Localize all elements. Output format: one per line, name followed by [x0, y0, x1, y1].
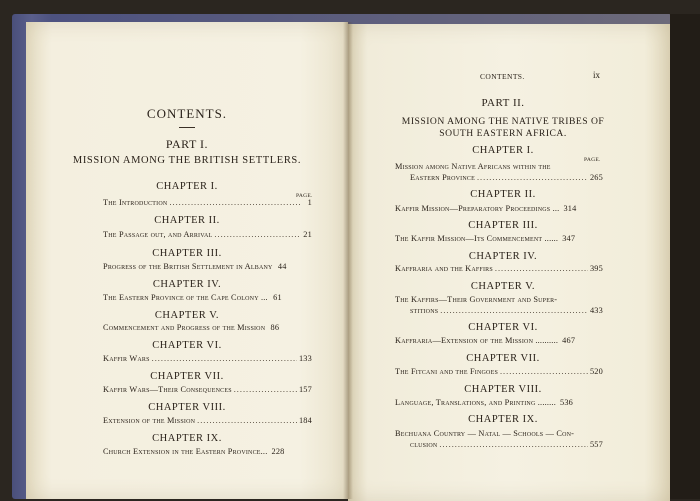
toc-entry: [103, 293, 312, 302]
chapter-heading: CHAPTER IV.: [152, 279, 222, 290]
toc-entry-title: The Fitcani and the Fingoes: [395, 367, 498, 376]
leader-dots: [214, 230, 300, 239]
chapter-heading: CHAPTER I.: [472, 145, 534, 156]
book-gutter: [343, 22, 353, 499]
leader-dots: [234, 385, 297, 394]
part-one-subtitle: MISSION AMONG THE BRITISH SETTLERS.: [72, 155, 302, 166]
toc-entry: [395, 367, 603, 376]
running-head: CONTENTS.: [480, 72, 525, 81]
chapter-heading: CHAPTER V.: [470, 281, 536, 292]
chapter-heading: CHAPTER IX.: [152, 433, 222, 444]
toc-entry-page: 21: [303, 230, 312, 239]
chapter-heading: CHAPTER VII.: [150, 371, 224, 382]
toc-entry-page: 347: [562, 234, 576, 243]
toc-entry-page: 467: [562, 336, 576, 345]
toc-entry-title: The Kaffir Mission—Its Commencement ......: [395, 234, 559, 243]
toc-entry: [103, 447, 314, 456]
page-column-label: PAGE.: [296, 193, 313, 199]
toc-entry: [395, 336, 603, 345]
toc-entry-page: 184: [298, 416, 312, 425]
chapter-heading: CHAPTER IX.: [468, 414, 538, 425]
chapter-heading: CHAPTER VIII.: [464, 384, 542, 395]
toc-entry: [103, 416, 312, 425]
toc-entry-title: Kaffraria and the Kaffirs: [395, 264, 493, 273]
toc-entry-title: Language, Translations, and Printing ........: [395, 398, 556, 407]
leader-dots: [169, 198, 300, 207]
toc-entry: [103, 323, 312, 332]
chapter-heading: CHAPTER II.: [154, 215, 220, 226]
toc-entry-page: 44: [277, 262, 287, 271]
title-rule: [179, 127, 195, 128]
chapter-heading: CHAPTER II.: [470, 189, 536, 200]
leader-dots: [439, 440, 588, 449]
part-two-heading: PART II.: [481, 97, 525, 109]
toc-entry-page: 86: [270, 323, 280, 332]
page-column-label: PAGE.: [584, 157, 601, 163]
toc-entry-title: Progress of the British Settlement in Albany: [103, 262, 273, 271]
leader-dots: [477, 173, 588, 182]
toc-entry: [103, 354, 312, 363]
chapter-heading: CHAPTER VII.: [466, 353, 540, 364]
toc-entry: [103, 198, 312, 207]
toc-entry-line: [395, 429, 603, 438]
toc-entry-page: 133: [298, 354, 312, 363]
chapter-heading: CHAPTER VI.: [152, 340, 222, 351]
toc-entry-title: The Introduction: [103, 198, 168, 207]
toc-entry: [410, 440, 603, 449]
toc-entry-title: Kaffir Wars: [103, 354, 150, 363]
chapter-heading: CHAPTER IV.: [468, 251, 538, 262]
subtitle-line: MISSION AMONG THE NATIVE TRIBES OF: [401, 116, 605, 127]
toc-entry-line: [395, 295, 603, 304]
toc-entry-title: Church Extension in the Eastern Province...: [103, 447, 268, 456]
chapter-heading: CHAPTER III.: [152, 248, 222, 259]
toc-entry: [103, 262, 312, 271]
toc-entry-title: Kaffir Mission—Preparatory Proceedings ...: [395, 204, 560, 213]
subtitle-line: SOUTH EASTERN AFRICA.: [439, 128, 567, 139]
toc-entry-title: Bechuana Country — Natal — Schools — Con-: [395, 429, 575, 438]
toc-entry-page: 520: [589, 367, 603, 376]
toc-entry: [103, 230, 312, 239]
toc-entry-page: 61: [273, 293, 282, 302]
leader-dots: [197, 416, 297, 425]
toc-entry-title: Kaffraria—Extension of the Mission ..........: [395, 336, 559, 345]
chapter-heading: CHAPTER I.: [156, 181, 218, 192]
toc-entry-title: Extension of the Mission: [103, 416, 196, 425]
chapter-heading: CHAPTER V.: [154, 310, 220, 321]
toc-entry-page: 1: [307, 198, 312, 207]
toc-entry-title: Commencement and Progress of the Mission: [103, 323, 266, 332]
contents-title: CONTENTS.: [146, 106, 228, 121]
toc-entry-title: The Kaffirs—Their Government and Super-: [395, 295, 558, 304]
page-number: ix: [593, 70, 601, 80]
toc-entry: [395, 398, 603, 407]
part-two-subtitle: [385, 116, 621, 140]
toc-entry-title: Mission among Native Africans within the: [395, 162, 551, 171]
toc-entry-page: 314: [563, 204, 577, 213]
toc-entry: [395, 204, 603, 213]
toc-entry-title: clusion: [410, 440, 438, 449]
chapter-heading: CHAPTER VI.: [468, 322, 538, 333]
toc-entry: [395, 234, 603, 243]
toc-entry-page: 265: [589, 173, 603, 182]
toc-entry: [103, 385, 312, 394]
toc-entry-title: The Eastern Province of the Cape Colony ...: [103, 293, 268, 302]
toc-entry: [410, 173, 603, 182]
leader-dots: [440, 306, 588, 315]
toc-entry-title: Eastern Province: [410, 173, 475, 182]
toc-entry-page: 395: [589, 264, 603, 273]
leader-dots: [152, 354, 297, 363]
toc-entry: [410, 306, 603, 315]
part-one-heading: PART I.: [165, 137, 209, 151]
toc-entry-page: 228: [271, 447, 285, 456]
toc-entry-title: stitions: [410, 306, 439, 315]
chapter-heading: CHAPTER III.: [468, 220, 538, 231]
toc-entry-title: The Passage out, and Arrival: [103, 230, 213, 239]
left-page: [26, 22, 348, 499]
toc-entry: [395, 264, 603, 273]
toc-entry-page: 157: [298, 385, 312, 394]
toc-entry-page: 433: [589, 306, 603, 315]
chapter-heading: CHAPTER VIII.: [148, 402, 226, 413]
toc-entry-page: 536: [559, 398, 574, 407]
toc-entry-line: [395, 162, 603, 171]
leader-dots: [495, 264, 588, 273]
leader-dots: [500, 367, 588, 376]
toc-entry-page: 557: [589, 440, 603, 449]
background-edge: [670, 14, 700, 499]
toc-entry-title: Kaffir Wars—Their Consequences: [103, 385, 232, 394]
